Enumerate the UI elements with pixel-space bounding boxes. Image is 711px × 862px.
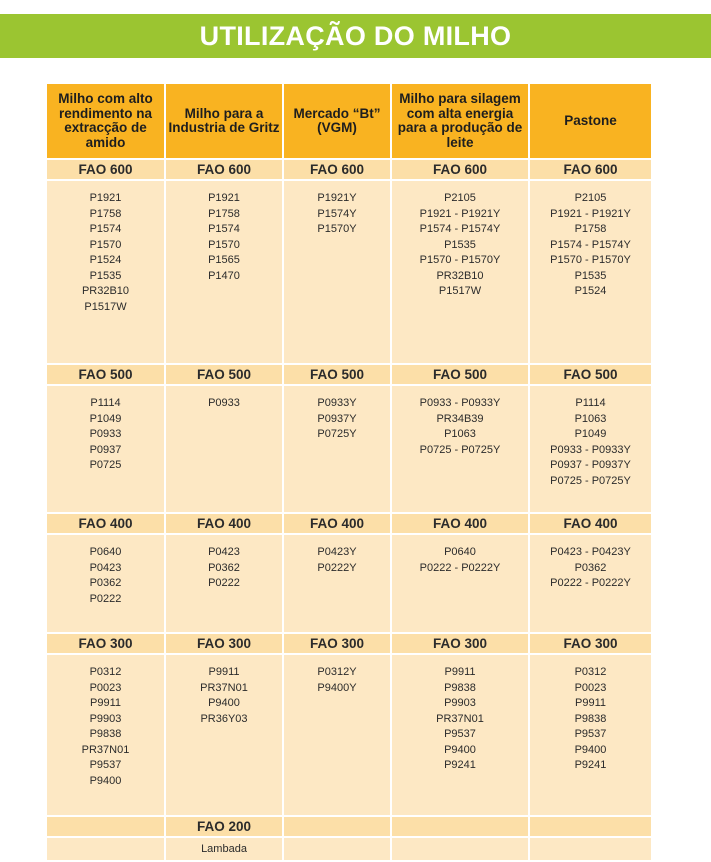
hybrid-code: P1921	[208, 192, 240, 204]
fao-label: FAO 300	[165, 633, 283, 654]
fao-label: FAO 500	[165, 364, 283, 385]
hybrid-code: P9241	[444, 759, 476, 771]
hybrid-code: P1517W	[84, 300, 127, 313]
hybrid-code: P9400	[89, 774, 122, 787]
hybrid-code: P9838	[444, 681, 476, 694]
hybrid-code: P0933 - P0933Y	[550, 443, 631, 456]
hybrid-code: P0640	[89, 546, 122, 558]
hybrid-list-cell	[391, 385, 529, 513]
hybrid-code: P9838	[89, 728, 122, 740]
hybrid-code: P0222Y	[317, 561, 357, 574]
hybrid-code: P2105	[444, 192, 476, 204]
hybrid-code: P0312	[574, 666, 607, 678]
hybrid-list-cell	[529, 385, 652, 513]
fao-label: FAO 300	[46, 633, 165, 654]
hybrid-list-cell	[283, 837, 391, 861]
hybrid-code: P1535	[444, 238, 476, 251]
header-silage: Milho para silagem com alta energia para a produção de leite	[391, 83, 529, 159]
hybrid-list-cell	[46, 837, 165, 861]
hybrid-code: P0423	[89, 561, 122, 574]
fao-label	[529, 816, 652, 837]
hybrid-code: P1570	[89, 238, 122, 251]
hybrid-list-cell	[529, 837, 652, 861]
hybrid-code: P1535	[574, 269, 607, 282]
hybrid-code: P1063	[444, 428, 476, 440]
hybrid-list-cell	[283, 180, 391, 364]
hybrid-code: P1535	[89, 269, 122, 282]
hybrid-code: P1574 - P1574Y	[419, 223, 501, 235]
fao-label: FAO 200	[165, 816, 283, 837]
header-gritz: Milho para a Industria de Gritz	[165, 83, 283, 159]
hybrid-code: P1517W	[438, 285, 482, 297]
hybrid-list-row	[46, 534, 652, 633]
hybrid-code: P0933 - P0933Y	[419, 397, 501, 409]
hybrid-code: P0023	[89, 681, 122, 694]
hybrid-code: P0937 - P0937Y	[550, 459, 631, 471]
hybrid-code: P0725 - P0725Y	[419, 443, 501, 456]
hybrid-list-cell	[391, 654, 529, 816]
page-title: UTILIZAÇÃO DO MILHO	[0, 14, 711, 58]
fao-label: FAO 600	[529, 159, 652, 180]
hybrid-code: P1524	[89, 254, 122, 266]
hybrid-code: P0725Y	[317, 428, 357, 440]
hybrid-code: P1574Y	[317, 207, 357, 220]
hybrid-code: P9537	[89, 759, 122, 771]
hybrid-code: P1574	[89, 223, 122, 235]
hybrid-code: P9911	[575, 697, 606, 709]
header-pastone: Pastone	[529, 83, 652, 159]
fao-row	[46, 816, 652, 837]
hybrid-code: P1574 - P1574Y	[550, 238, 631, 251]
hybrid-code: P1565	[208, 254, 240, 266]
fao-label: FAO 600	[391, 159, 529, 180]
fao-label	[46, 816, 165, 837]
fao-label: FAO 500	[46, 364, 165, 385]
hybrid-code: P0937Y	[317, 412, 357, 425]
fao-label: FAO 400	[46, 513, 165, 534]
hybrid-code: P0222	[89, 592, 122, 605]
fao-row	[46, 159, 652, 180]
hybrid-code: P9400	[444, 743, 476, 756]
hybrid-list-cell	[165, 180, 283, 364]
hybrid-code: P1114	[90, 397, 121, 409]
hybrid-list-cell	[529, 180, 652, 364]
hybrid-code: PR37N01	[200, 681, 248, 694]
hybrid-code: P0933	[89, 428, 122, 440]
hybrid-list-cell	[283, 385, 391, 513]
hybrid-code: P9537	[574, 728, 607, 740]
hybrid-code: P1921 - P1921Y	[419, 207, 501, 220]
fao-label: FAO 500	[529, 364, 652, 385]
hybrid-code: P9400	[208, 697, 240, 709]
hybrid-code: P1049	[574, 428, 607, 440]
hybrid-code: P0423 - P0423Y	[550, 546, 631, 558]
hybrid-list-cell	[165, 385, 283, 513]
hybrid-code: PR32B10	[436, 269, 484, 282]
header-starch: Milho com alto rendimento na extracção de amido	[46, 83, 165, 159]
hybrid-code: P0362	[89, 577, 122, 589]
hybrid-code: P0423Y	[317, 546, 357, 558]
fao-label: FAO 400	[529, 513, 652, 534]
hybrid-code: PR36Y03	[200, 712, 248, 725]
hybrid-code: P9241	[574, 759, 607, 771]
hybrid-code: PR34B39	[436, 412, 484, 425]
hybrid-code: P1758	[89, 207, 122, 220]
fao-row	[46, 364, 652, 385]
hybrid-list-cell	[391, 180, 529, 364]
fao-row	[46, 513, 652, 534]
hybrid-code: PR37N01	[436, 712, 484, 725]
hybrid-list-cell	[391, 534, 529, 633]
hybrid-code: P1570 - P1570Y	[419, 254, 501, 266]
hybrid-list-cell	[165, 654, 283, 816]
hybrid-code: P9911	[90, 697, 121, 709]
fao-label	[391, 816, 529, 837]
hybrid-code: P1758	[208, 207, 240, 220]
hybrid-list-cell	[283, 654, 391, 816]
hybrid-code: P1570	[208, 238, 240, 251]
hybrid-list-row	[46, 837, 652, 861]
hybrid-code: P9838	[574, 712, 607, 725]
hybrid-code: PR37N01	[81, 743, 130, 756]
hybrid-code: P0725 - P0725Y	[550, 474, 631, 487]
header-row	[46, 83, 652, 159]
header-bt-market: Mercado “Bt” (VGM)	[283, 83, 391, 159]
hybrid-code: P0362	[574, 561, 607, 574]
hybrid-code: P1114	[575, 397, 606, 409]
fao-label: FAO 400	[283, 513, 391, 534]
hybrid-code: P1574	[208, 223, 240, 235]
hybrid-code: P1524	[574, 285, 607, 297]
fao-label: FAO 500	[391, 364, 529, 385]
hybrid-code: P1063	[574, 412, 607, 425]
hybrid-code: P0312	[89, 666, 122, 678]
hybrid-code: P1570Y	[317, 223, 357, 235]
hybrid-list-row	[46, 180, 652, 364]
hybrid-list-cell	[46, 534, 165, 633]
hybrid-code: P0222 - P0222Y	[419, 561, 501, 574]
fao-label: FAO 600	[46, 159, 165, 180]
hybrid-code: P1921 - P1921Y	[550, 207, 631, 220]
hybrid-code: P1470	[208, 269, 240, 282]
hybrid-list-cell	[529, 534, 652, 633]
hybrid-list-cell	[391, 837, 529, 861]
fao-label	[283, 816, 391, 837]
hybrid-code: P0362	[208, 561, 240, 574]
hybrid-code: P9911	[444, 666, 476, 678]
hybrid-list-cell	[46, 180, 165, 364]
corn-usage-table	[45, 82, 653, 862]
hybrid-code: P9537	[444, 728, 476, 740]
hybrid-code: P0423	[208, 546, 240, 558]
hybrid-list-cell	[165, 837, 283, 861]
hybrid-code: P0023	[574, 681, 607, 694]
hybrid-list-cell	[283, 534, 391, 633]
fao-label: FAO 400	[391, 513, 529, 534]
fao-label: FAO 500	[283, 364, 391, 385]
hybrid-code: P0933Y	[317, 397, 357, 409]
hybrid-code: P0933	[208, 397, 240, 409]
hybrid-code: P0222	[208, 577, 240, 589]
hybrid-code: P9903	[89, 712, 122, 725]
hybrid-list-cell	[46, 654, 165, 816]
hybrid-code: P0312Y	[317, 666, 357, 678]
hybrid-code: PR32B10	[81, 285, 130, 297]
fao-label: FAO 600	[283, 159, 391, 180]
hybrid-code: P9400Y	[317, 681, 357, 694]
hybrid-list-cell	[46, 385, 165, 513]
fao-label: FAO 400	[165, 513, 283, 534]
hybrid-code: P1921	[89, 192, 122, 204]
fao-label: FAO 600	[165, 159, 283, 180]
hybrid-code: P0640	[444, 546, 476, 558]
hybrid-code: P1758	[574, 223, 607, 235]
hybrid-code: P9903	[444, 697, 476, 709]
hybrid-code: P0725	[89, 459, 122, 471]
fao-row	[46, 633, 652, 654]
hybrid-code: P1049	[89, 412, 122, 425]
hybrid-code: Lambada	[201, 843, 247, 855]
hybrid-code: P9400	[574, 743, 607, 756]
fao-label: FAO 300	[391, 633, 529, 654]
hybrid-list-row	[46, 654, 652, 816]
fao-label: FAO 300	[283, 633, 391, 654]
hybrid-code: P2105	[574, 192, 607, 204]
hybrid-list-row	[46, 385, 652, 513]
hybrid-code: P0937	[89, 443, 122, 456]
hybrid-code: P1921Y	[317, 192, 357, 204]
hybrid-list-cell	[165, 534, 283, 633]
hybrid-list-cell	[529, 654, 652, 816]
fao-label: FAO 300	[529, 633, 652, 654]
hybrid-code: P0222 - P0222Y	[550, 577, 631, 589]
hybrid-code: P1570 - P1570Y	[550, 254, 631, 266]
hybrid-code: P9911	[208, 666, 240, 678]
